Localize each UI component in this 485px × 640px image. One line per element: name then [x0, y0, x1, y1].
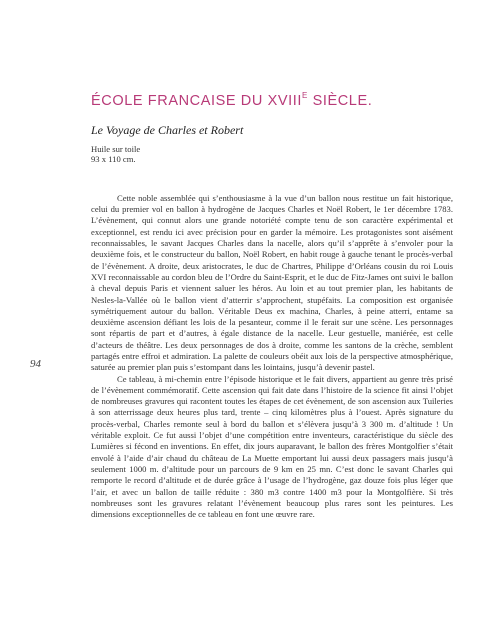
artwork-meta: [91, 144, 453, 165]
artwork-dimensions: 93 x 110 cm.: [91, 154, 136, 165]
heading-tail: SIÈCLE.: [307, 92, 373, 109]
heading-main: ÉCOLE FRANCAISE DU XVIII: [91, 92, 302, 109]
main-content: [91, 92, 453, 520]
heading-superscript: E: [302, 91, 308, 100]
body-text: [91, 193, 453, 521]
section-heading: [91, 92, 453, 109]
page-number: 94: [30, 358, 41, 370]
paragraph-2: Ce tableau, à mi-chemin entre l’épisode historique et le fait divers, appartient au genre très prisé de l’évènement commémoratif. Cette ascension qui fait date dans l’histoire de la science fit ainsi l’objet de nombreuses gravures qui racontent toutes les étapes de cet évènement, de son ascension aux Tuileries à son atterrissage deux heures plus tard, trente – cinq kilomètres plus à l’ouest. Après signature du procès-verbal, Charles remonte seul à bord du ballon et s’élèvera jusqu’à 3 300 m. d’altitude ! Un véritable exploit. Ce fut aussi l’objet d’une compétition entre inventeurs, caractéristique du siècle des Lumières si fécond en inventions. En effet, dix jours auparavant, le ballon des frères Montgolfier s’était envolé à l’aide d’air chaud du château de La Muette emportant lui aussi deux passagers mais jusqu’à seulement 1000 m. d’altitude pour un parcours de 9 km en 25 mn. C’est donc le savant Charles qui remporte le record d’altitude et de durée grâce à l’usage de l’hydrogène, gaz douze fois plus léger que l’air, et avec un ballon de taille réduite : 380 m3 contre 1400 m3 pour la Montgolfière. Si très nombreuses sont les gravures relatant l’évènement beaucoup plus rares sont les peintures. Les dimensions exceptionnelles de ce tableau en font une œuvre rare.: [91, 373, 453, 520]
artwork-medium: Huile sur toile: [91, 143, 141, 154]
paragraph-1: Cette noble assemblée qui s’enthousiasme à la vue d’un ballon nous restitue un fait historique, celui du premier vol en ballon à hydrogène de Jacques Charles et Noël Robert, le 1er décembre 1783. L’évènement, qui connut alors une grande notoriété compte tenu de son caractère expérimental et exceptionnel, est rendu ici avec précision pour en garder la mémoire. Les protagonistes sont aisément reconnaissables, le savant Jacques Charles dans la nacelle, alors qu’il s’apprête à s’envoler pour la deuxième fois, et le constructeur du ballon, Noël Robert, en habit rouge à gauche tenant le procès-verbal de l’évènement. A droite, deux aristocrates, le duc de Chartres, Philippe d’Orléans cousin du roi Louis XVI reconnaissable au cordon bleu de l’Ordre du Saint-Esprit, et le duc de Fitz-James ont suivi le ballon à cheval depuis Paris et viennent saluer les héros. Au loin et au tout premier plan, les habitants de Nesles-la-Vallée où le ballon vient d’atterrir s’approchent, stupéfaits. La composition est organisée symétriquement autour du ballon. Véritable Deus ex machina, Charles, à peine atterri, entame sa deuxième ascension défiant les lois de la pesanteur, comme il le ferait sur une scène. Les personnages sont répartis de part et d’autres, à égale distance de la nacelle. Leur gestuelle, maniérée, est celle d’acteurs de théâtre. Les deux personnages de dos à droite, comme les santons de la crèche, semblent partagés entre effroi et admiration. La palette de couleurs obéit aux lois de la perspective atmosphérique, saturée au premier plan puis s’estompant dans les lointains, jusqu’à devenir pastel.: [91, 192, 453, 373]
artwork-title: Le Voyage de Charles et Robert: [91, 122, 244, 137]
